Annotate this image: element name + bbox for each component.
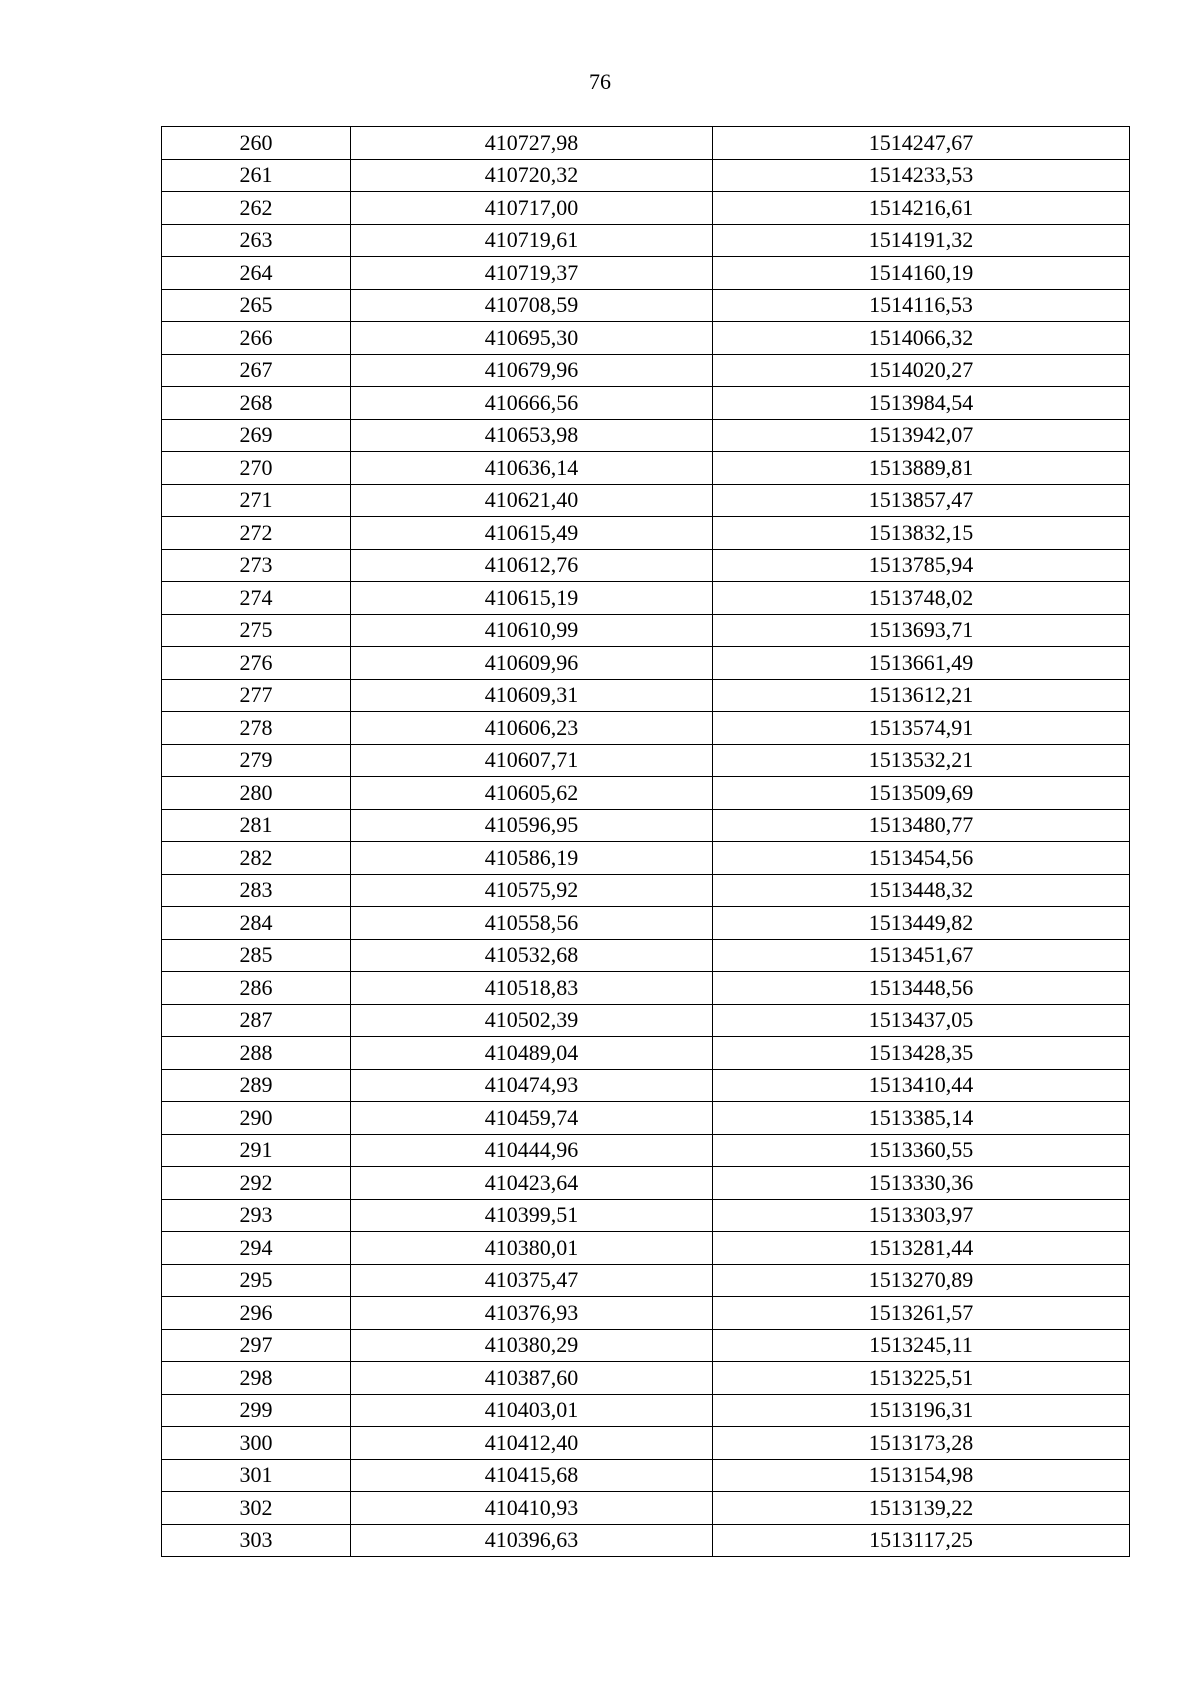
point-number-cell: 275: [162, 614, 351, 647]
table-row: [162, 224, 1130, 257]
point-number-cell: 285: [162, 939, 351, 972]
point-number-cell: 263: [162, 224, 351, 257]
point-number-cell: 301: [162, 1459, 351, 1492]
table-row: [162, 744, 1130, 777]
x-coordinate-cell: 410653,98: [351, 419, 713, 452]
table-row: [162, 712, 1130, 745]
x-coordinate-cell: 410502,39: [351, 1004, 713, 1037]
x-coordinate-cell: 410719,37: [351, 257, 713, 290]
point-number-cell: 266: [162, 322, 351, 355]
point-number-cell: 260: [162, 127, 351, 160]
x-coordinate-cell: 410636,14: [351, 452, 713, 485]
table-row: [162, 452, 1130, 485]
point-number-cell: 270: [162, 452, 351, 485]
y-coordinate-cell: 1514191,32: [713, 224, 1130, 257]
table-row: [162, 1492, 1130, 1525]
x-coordinate-cell: 410607,71: [351, 744, 713, 777]
x-coordinate-cell: 410423,64: [351, 1167, 713, 1200]
point-number-cell: 278: [162, 712, 351, 745]
point-number-cell: 303: [162, 1524, 351, 1557]
point-number-cell: 288: [162, 1037, 351, 1070]
table-row: [162, 972, 1130, 1005]
y-coordinate-cell: 1513574,91: [713, 712, 1130, 745]
x-coordinate-cell: 410532,68: [351, 939, 713, 972]
point-number-cell: 286: [162, 972, 351, 1005]
x-coordinate-cell: 410375,47: [351, 1264, 713, 1297]
y-coordinate-cell: 1513857,47: [713, 484, 1130, 517]
y-coordinate-cell: 1514233,53: [713, 159, 1130, 192]
table-row: [162, 809, 1130, 842]
x-coordinate-cell: 410720,32: [351, 159, 713, 192]
table-row: [162, 1102, 1130, 1135]
x-coordinate-cell: 410387,60: [351, 1362, 713, 1395]
x-coordinate-cell: 410666,56: [351, 387, 713, 420]
point-number-cell: 283: [162, 874, 351, 907]
table-row: [162, 549, 1130, 582]
y-coordinate-cell: 1513385,14: [713, 1102, 1130, 1135]
table-row: [162, 777, 1130, 810]
x-coordinate-cell: 410609,96: [351, 647, 713, 680]
table-row: [162, 614, 1130, 647]
y-coordinate-cell: 1513612,21: [713, 679, 1130, 712]
point-number-cell: 261: [162, 159, 351, 192]
x-coordinate-cell: 410403,01: [351, 1394, 713, 1427]
point-number-cell: 291: [162, 1134, 351, 1167]
x-coordinate-cell: 410412,40: [351, 1427, 713, 1460]
coordinates-table-body: [162, 127, 1130, 1557]
x-coordinate-cell: 410596,95: [351, 809, 713, 842]
x-coordinate-cell: 410396,63: [351, 1524, 713, 1557]
x-coordinate-cell: 410615,19: [351, 582, 713, 615]
x-coordinate-cell: 410459,74: [351, 1102, 713, 1135]
table-row: [162, 1004, 1130, 1037]
point-number-cell: 284: [162, 907, 351, 940]
table-row: [162, 1394, 1130, 1427]
point-number-cell: 295: [162, 1264, 351, 1297]
y-coordinate-cell: 1513410,44: [713, 1069, 1130, 1102]
x-coordinate-cell: 410717,00: [351, 192, 713, 225]
table-row: [162, 1297, 1130, 1330]
table-row: [162, 289, 1130, 322]
point-number-cell: 281: [162, 809, 351, 842]
table-row: [162, 1167, 1130, 1200]
table-row: [162, 517, 1130, 550]
point-number-cell: 298: [162, 1362, 351, 1395]
y-coordinate-cell: 1513451,67: [713, 939, 1130, 972]
point-number-cell: 277: [162, 679, 351, 712]
y-coordinate-cell: 1513360,55: [713, 1134, 1130, 1167]
x-coordinate-cell: 410612,76: [351, 549, 713, 582]
x-coordinate-cell: 410727,98: [351, 127, 713, 160]
y-coordinate-cell: 1513330,36: [713, 1167, 1130, 1200]
point-number-cell: 269: [162, 419, 351, 452]
y-coordinate-cell: 1513889,81: [713, 452, 1130, 485]
point-number-cell: 290: [162, 1102, 351, 1135]
y-coordinate-cell: 1513785,94: [713, 549, 1130, 582]
table-row: [162, 159, 1130, 192]
y-coordinate-cell: 1513449,82: [713, 907, 1130, 940]
point-number-cell: 273: [162, 549, 351, 582]
point-number-cell: 292: [162, 1167, 351, 1200]
x-coordinate-cell: 410575,92: [351, 874, 713, 907]
point-number-cell: 267: [162, 354, 351, 387]
x-coordinate-cell: 410489,04: [351, 1037, 713, 1070]
point-number-cell: 289: [162, 1069, 351, 1102]
point-number-cell: 287: [162, 1004, 351, 1037]
table-row: [162, 939, 1130, 972]
table-row: [162, 322, 1130, 355]
x-coordinate-cell: 410708,59: [351, 289, 713, 322]
x-coordinate-cell: 410380,29: [351, 1329, 713, 1362]
table-row: [162, 1362, 1130, 1395]
coordinates-table: [161, 126, 1130, 1557]
point-number-cell: 268: [162, 387, 351, 420]
y-coordinate-cell: 1513117,25: [713, 1524, 1130, 1557]
y-coordinate-cell: 1513225,51: [713, 1362, 1130, 1395]
table-row: [162, 842, 1130, 875]
x-coordinate-cell: 410605,62: [351, 777, 713, 810]
x-coordinate-cell: 410586,19: [351, 842, 713, 875]
table-row: [162, 257, 1130, 290]
point-number-cell: 297: [162, 1329, 351, 1362]
y-coordinate-cell: 1514160,19: [713, 257, 1130, 290]
y-coordinate-cell: 1513693,71: [713, 614, 1130, 647]
y-coordinate-cell: 1513281,44: [713, 1232, 1130, 1265]
table-row: [162, 1524, 1130, 1557]
y-coordinate-cell: 1513509,69: [713, 777, 1130, 810]
table-row: [162, 1232, 1130, 1265]
table-row: [162, 354, 1130, 387]
table-row: [162, 192, 1130, 225]
point-number-cell: 264: [162, 257, 351, 290]
point-number-cell: 299: [162, 1394, 351, 1427]
x-coordinate-cell: 410444,96: [351, 1134, 713, 1167]
table-row: [162, 127, 1130, 160]
x-coordinate-cell: 410415,68: [351, 1459, 713, 1492]
y-coordinate-cell: 1513832,15: [713, 517, 1130, 550]
x-coordinate-cell: 410615,49: [351, 517, 713, 550]
y-coordinate-cell: 1513448,56: [713, 972, 1130, 1005]
y-coordinate-cell: 1514247,67: [713, 127, 1130, 160]
page-number: 76: [589, 69, 611, 94]
point-number-cell: 294: [162, 1232, 351, 1265]
point-number-cell: 265: [162, 289, 351, 322]
table-row: [162, 1069, 1130, 1102]
y-coordinate-cell: 1514066,32: [713, 322, 1130, 355]
x-coordinate-cell: 410380,01: [351, 1232, 713, 1265]
y-coordinate-cell: 1513437,05: [713, 1004, 1130, 1037]
x-coordinate-cell: 410679,96: [351, 354, 713, 387]
point-number-cell: 276: [162, 647, 351, 680]
point-number-cell: 271: [162, 484, 351, 517]
point-number-cell: 282: [162, 842, 351, 875]
y-coordinate-cell: 1513139,22: [713, 1492, 1130, 1525]
table-row: [162, 419, 1130, 452]
table-row: [162, 907, 1130, 940]
y-coordinate-cell: 1513270,89: [713, 1264, 1130, 1297]
table-row: [162, 1459, 1130, 1492]
y-coordinate-cell: 1513661,49: [713, 647, 1130, 680]
table-row: [162, 1329, 1130, 1362]
point-number-cell: 279: [162, 744, 351, 777]
table-row: [162, 1134, 1130, 1167]
x-coordinate-cell: 410558,56: [351, 907, 713, 940]
x-coordinate-cell: 410610,99: [351, 614, 713, 647]
y-coordinate-cell: 1513173,28: [713, 1427, 1130, 1460]
y-coordinate-cell: 1513748,02: [713, 582, 1130, 615]
table-row: [162, 679, 1130, 712]
x-coordinate-cell: 410695,30: [351, 322, 713, 355]
table-row: [162, 1037, 1130, 1070]
point-number-cell: 296: [162, 1297, 351, 1330]
table-row: [162, 647, 1130, 680]
y-coordinate-cell: 1513532,21: [713, 744, 1130, 777]
point-number-cell: 280: [162, 777, 351, 810]
table-row: [162, 484, 1130, 517]
y-coordinate-cell: 1513261,57: [713, 1297, 1130, 1330]
y-coordinate-cell: 1513984,54: [713, 387, 1130, 420]
table-row: [162, 874, 1130, 907]
point-number-cell: 274: [162, 582, 351, 615]
table-row: [162, 1199, 1130, 1232]
point-number-cell: 272: [162, 517, 351, 550]
x-coordinate-cell: 410474,93: [351, 1069, 713, 1102]
x-coordinate-cell: 410518,83: [351, 972, 713, 1005]
y-coordinate-cell: 1514116,53: [713, 289, 1130, 322]
table-row: [162, 1427, 1130, 1460]
y-coordinate-cell: 1513303,97: [713, 1199, 1130, 1232]
y-coordinate-cell: 1514020,27: [713, 354, 1130, 387]
y-coordinate-cell: 1513454,56: [713, 842, 1130, 875]
y-coordinate-cell: 1513480,77: [713, 809, 1130, 842]
x-coordinate-cell: 410719,61: [351, 224, 713, 257]
y-coordinate-cell: 1513448,32: [713, 874, 1130, 907]
point-number-cell: 302: [162, 1492, 351, 1525]
y-coordinate-cell: 1513942,07: [713, 419, 1130, 452]
x-coordinate-cell: 410399,51: [351, 1199, 713, 1232]
table-row: [162, 582, 1130, 615]
x-coordinate-cell: 410609,31: [351, 679, 713, 712]
x-coordinate-cell: 410376,93: [351, 1297, 713, 1330]
point-number-cell: 300: [162, 1427, 351, 1460]
x-coordinate-cell: 410410,93: [351, 1492, 713, 1525]
y-coordinate-cell: 1513196,31: [713, 1394, 1130, 1427]
point-number-cell: 293: [162, 1199, 351, 1232]
table-row: [162, 1264, 1130, 1297]
x-coordinate-cell: 410621,40: [351, 484, 713, 517]
y-coordinate-cell: 1513245,11: [713, 1329, 1130, 1362]
table-row: [162, 387, 1130, 420]
x-coordinate-cell: 410606,23: [351, 712, 713, 745]
y-coordinate-cell: 1513154,98: [713, 1459, 1130, 1492]
y-coordinate-cell: 1513428,35: [713, 1037, 1130, 1070]
point-number-cell: 262: [162, 192, 351, 225]
y-coordinate-cell: 1514216,61: [713, 192, 1130, 225]
